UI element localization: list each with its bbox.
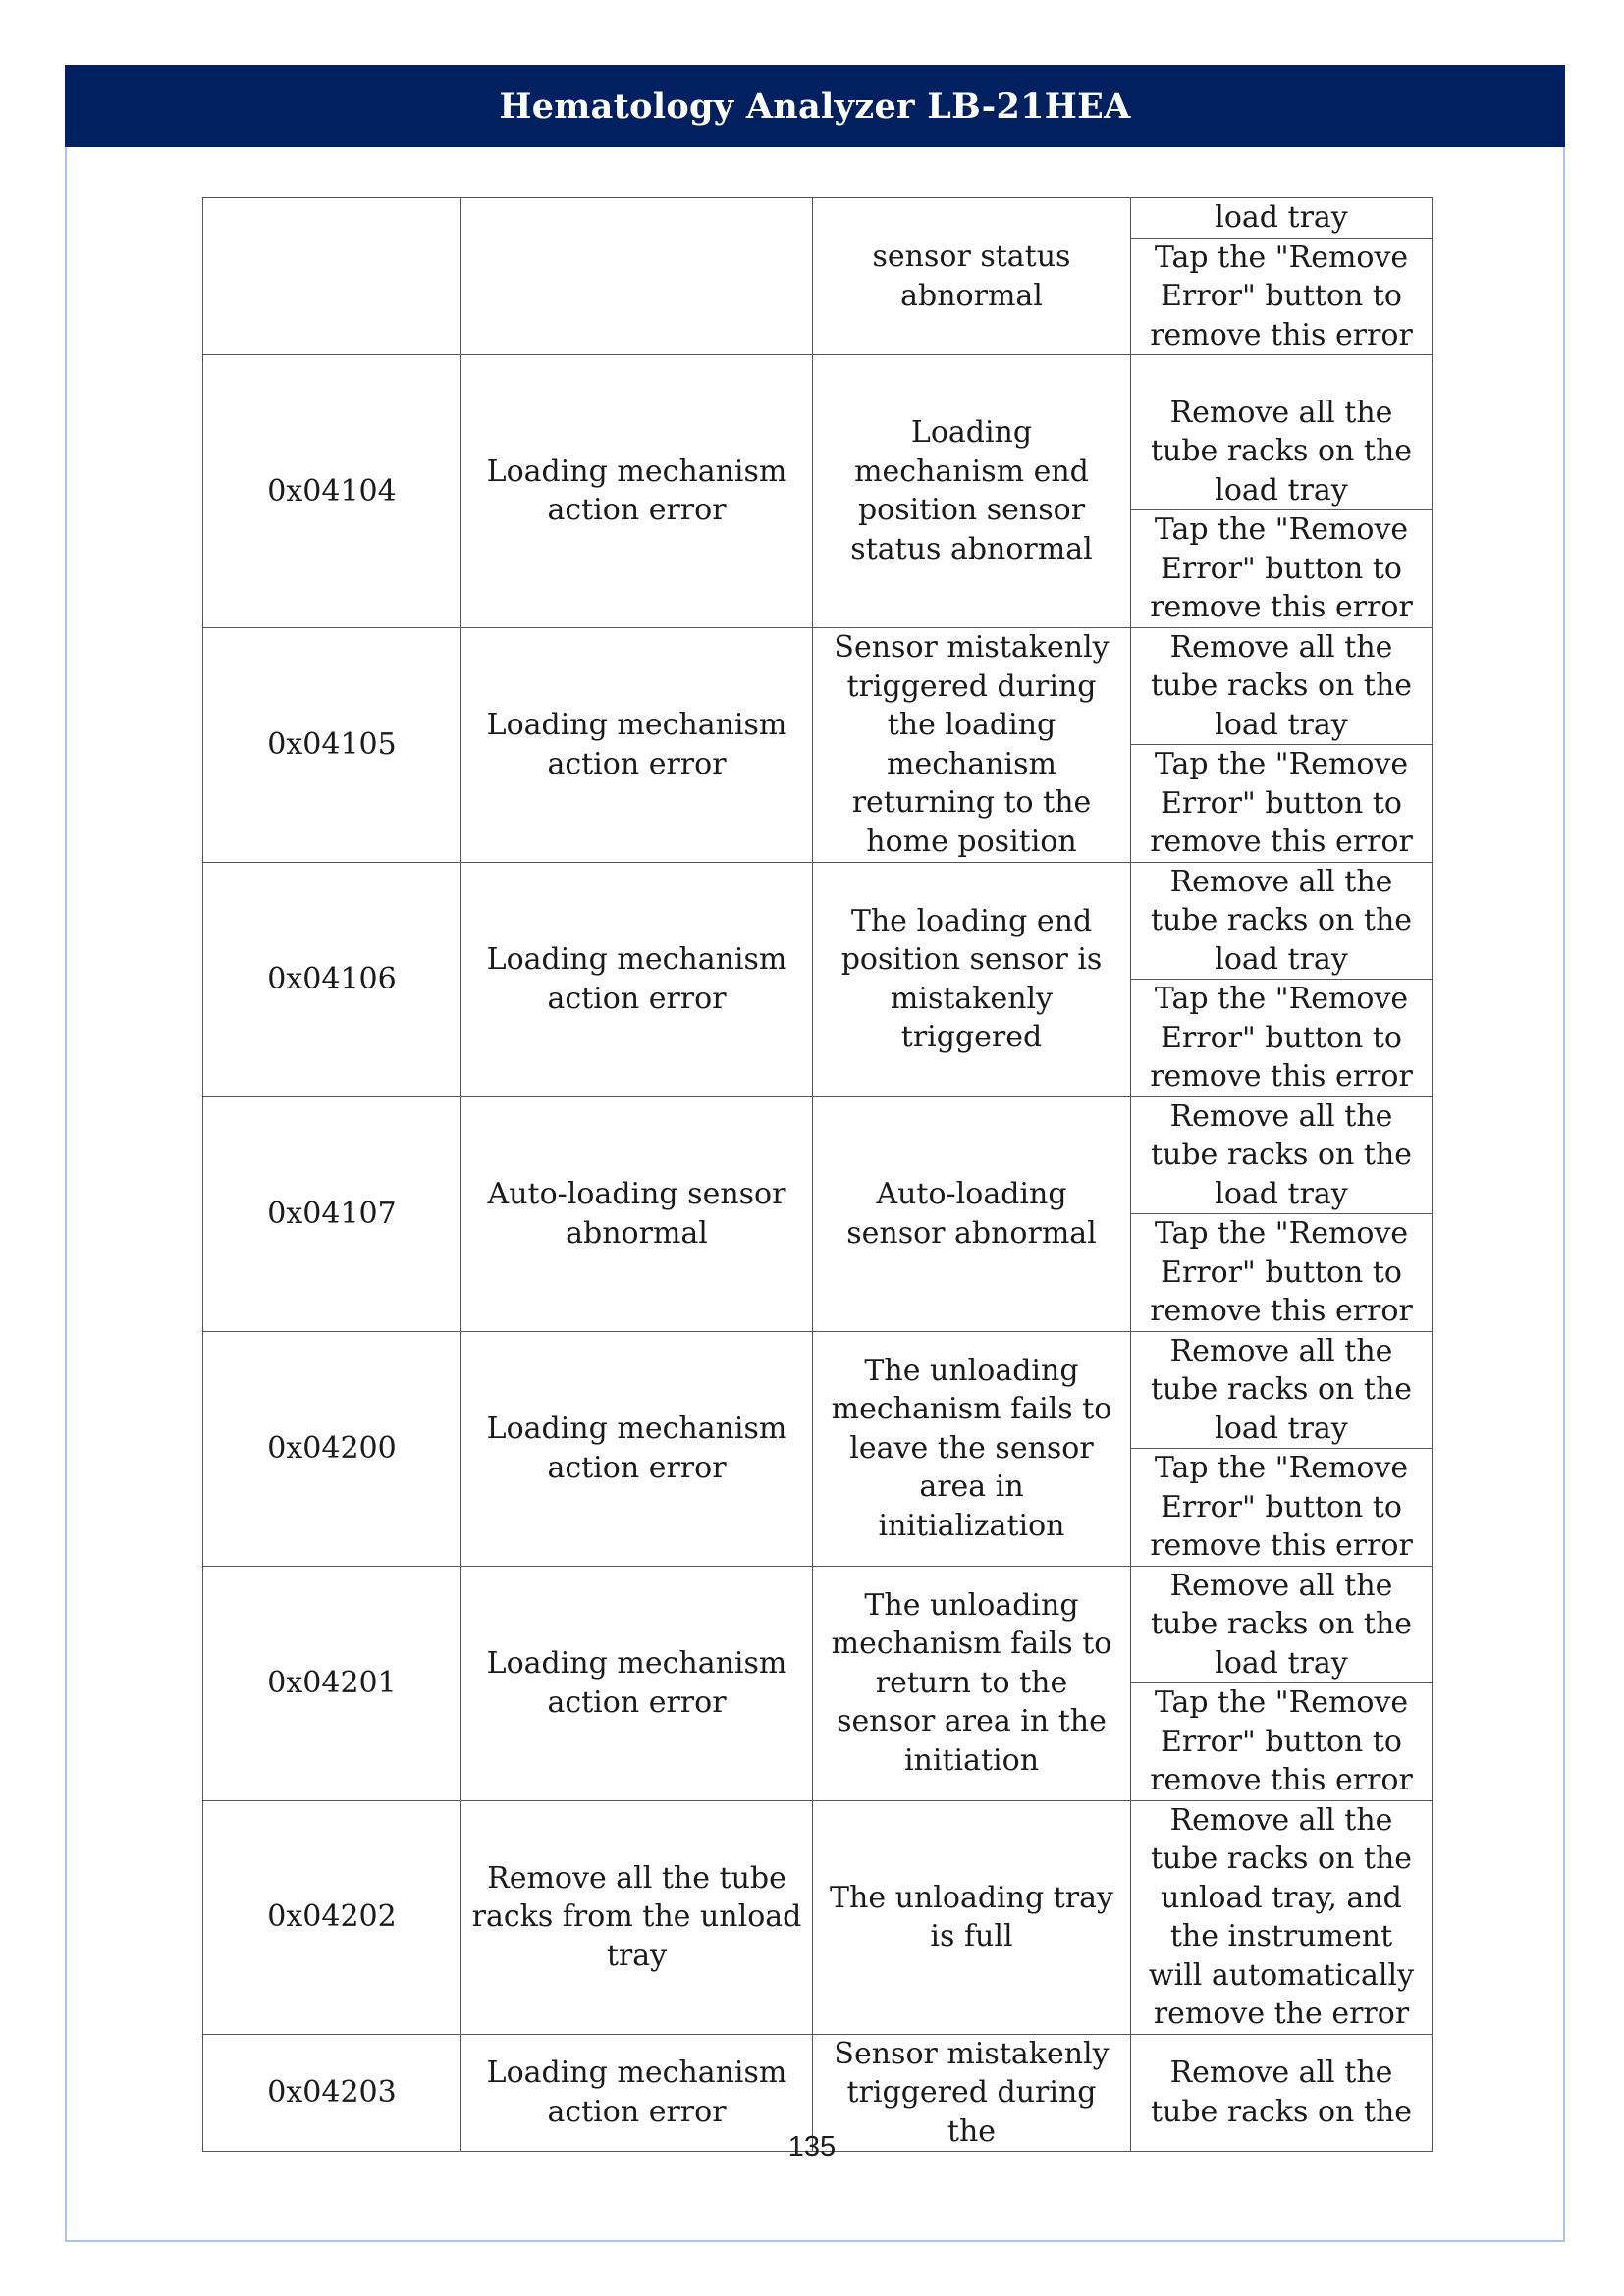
error-cause-cell: Auto-loading sensor abnormal (813, 1096, 1131, 1331)
action-cell: Tap the "Remove Error" button to remove this error (1131, 510, 1433, 628)
error-name-cell: Loading mechanism action error (461, 627, 813, 862)
table-row (203, 1800, 1433, 2034)
action-cell: Tap the "Remove Error" button to remove this error (1131, 745, 1433, 863)
error-code-cell: 0x04107 (203, 1096, 461, 1331)
error-name-cell: Remove all the tube racks from the unload tray (461, 1800, 813, 2034)
error-cause-cell: Sensor mistakenly triggered during the loading mechanism returning to the home position (813, 627, 1131, 862)
action-cell: Remove all the tube racks on the (1131, 2034, 1433, 2152)
error-name-cell: Auto-loading sensor abnormal (461, 1096, 813, 1331)
action-cell: Tap the "Remove Error" button to remove this error (1131, 1214, 1433, 1332)
action-cell: load tray (1131, 198, 1433, 239)
table-row (203, 862, 1433, 980)
error-cause-cell: Sensor mistakenly triggered during the (813, 2034, 1131, 2152)
error-code-cell: 0x04200 (203, 1331, 461, 1566)
document-title: Hematology Analyzer LB-21HEA (499, 85, 1131, 127)
error-cause-cell: The unloading mechanism fails to leave the sensor area in initialization (813, 1331, 1131, 1566)
error-cause-cell: Loading mechanism end position sensor status abnormal (813, 355, 1131, 628)
error-cause-cell: The loading end position sensor is mistakenly triggered (813, 862, 1131, 1096)
action-cell: Tap the "Remove Error" button to remove this error (1131, 1449, 1433, 1567)
error-code-table (202, 197, 1433, 2152)
error-name-cell (461, 198, 813, 355)
error-cause-cell: sensor status abnormal (813, 198, 1131, 355)
action-cell: Remove all the tube racks on the load tray (1131, 627, 1433, 745)
error-code-cell: 0x04104 (203, 355, 461, 628)
error-name-cell: Loading mechanism action error (461, 1331, 813, 1566)
action-cell: Remove all the tube racks on the load tray (1131, 862, 1433, 980)
action-cell: Remove all the tube racks on the load tray (1131, 355, 1433, 510)
action-cell: Tap the "Remove Error" button to remove this error (1131, 1683, 1433, 1801)
action-cell: Remove all the tube racks on the load tray (1131, 1566, 1433, 1683)
table-row (203, 627, 1433, 745)
page-header (65, 65, 1565, 147)
error-code-cell: 0x04106 (203, 862, 461, 1096)
error-code-cell: 0x04202 (203, 1800, 461, 2034)
action-cell: Tap the "Remove Error" button to remove this error (1131, 238, 1433, 355)
table-row (203, 1566, 1433, 1683)
action-cell: Remove all the tube racks on the load tray (1131, 1096, 1433, 1214)
page-number: 135 (787, 2131, 837, 2163)
table-row (203, 1331, 1433, 1449)
error-cause-cell: The unloading tray is full (813, 1800, 1131, 2034)
error-code-cell (203, 198, 461, 355)
error-code-cell: 0x04203 (203, 2034, 461, 2152)
table-row (203, 1096, 1433, 1214)
error-cause-cell: The unloading mechanism fails to return to the sensor area in the initiation (813, 1566, 1131, 1800)
action-cell: Remove all the tube racks on the unload tray, and the instrument will automatically remove the error (1131, 1800, 1433, 2034)
error-name-cell: Loading mechanism action error (461, 862, 813, 1096)
error-name-cell: Loading mechanism action error (461, 355, 813, 628)
action-cell: Remove all the tube racks on the load tray (1131, 1331, 1433, 1449)
error-name-cell: Loading mechanism action error (461, 2034, 813, 2152)
error-name-cell: Loading mechanism action error (461, 1566, 813, 1800)
table-row (203, 355, 1433, 510)
error-code-cell: 0x04105 (203, 627, 461, 862)
error-code-cell: 0x04201 (203, 1566, 461, 1800)
action-cell: Tap the "Remove Error" button to remove this error (1131, 980, 1433, 1097)
table-row (203, 198, 1433, 239)
